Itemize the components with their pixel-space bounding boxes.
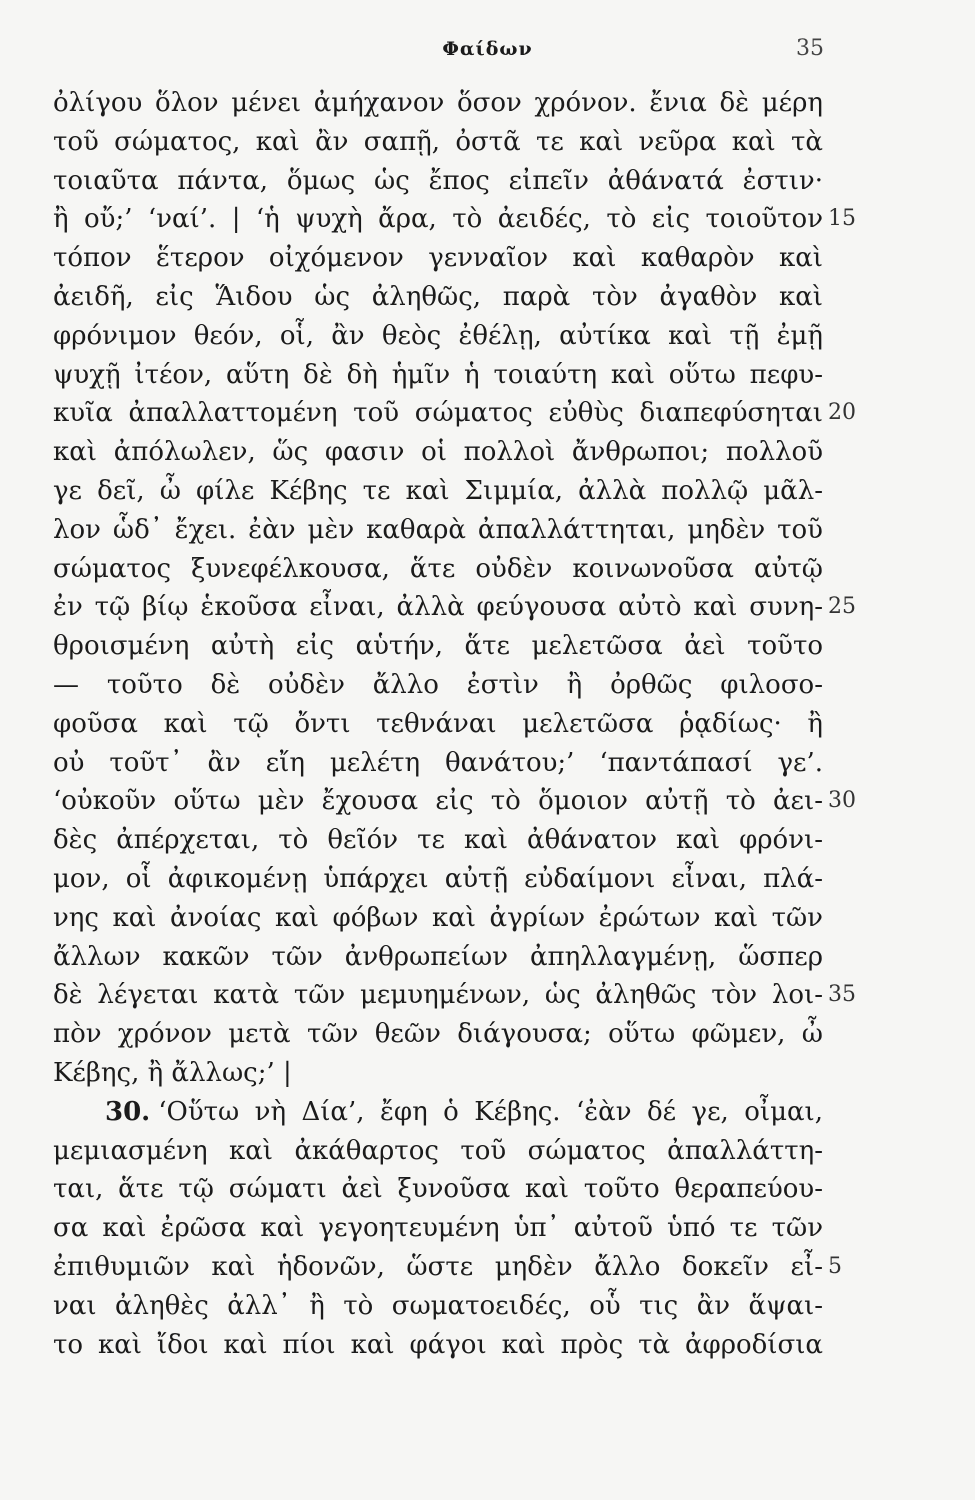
margin-line-number: 25 (828, 594, 856, 620)
line-text: φρόνιμον θεόν, οἷ, ἂν θεὸς ἐθέλῃ, αὐτίκα καὶ τῇ ἐμῇ (53, 320, 823, 351)
text-line (53, 356, 823, 395)
line-text: ‘οὐκοῦν οὕτω μὲν ἔχουσα εἰς τὸ ὅμοιον αὐτῇ τὸ ἀει- (53, 786, 823, 817)
text-line (53, 123, 823, 162)
margin-line-number: 20 (828, 400, 856, 426)
text-line (53, 472, 823, 511)
text-line (53, 84, 823, 123)
text-line (53, 744, 823, 783)
margin-line-number: 35 (828, 982, 856, 1008)
page-number: 35 (796, 36, 824, 61)
text-line (53, 239, 823, 278)
line-text: τοῦ σώματος, καὶ ἂν σαπῇ, ὀστᾶ τε καὶ νεῦρα καὶ τὰ (53, 126, 823, 157)
line-text: Κέβης, ἢ ἄλλως;’ | (53, 1057, 292, 1088)
text-line (53, 976, 856, 1015)
line-text: οὐ τοῦτ᾽ ἂν εἴη μελέτη θανάτου;’ ‘παντάπασί γε’. (53, 747, 823, 778)
text-line (53, 1093, 823, 1132)
text-line (53, 278, 823, 317)
text-line (53, 666, 823, 705)
text-line (53, 394, 856, 433)
line-text: ψυχῇ ἰτέον, αὕτη δὲ δὴ ἡμῖν ἡ τοιαύτη καὶ οὕτω πεφυ- (53, 359, 823, 390)
line-text: σώματος ξυνεφέλκουσα, ἅτε οὐδὲν κοινωνοῦσα αὐτῷ (53, 553, 823, 584)
margin-line-number: 5 (828, 1253, 842, 1279)
line-text: νης καὶ ἀνοίας καὶ φόβων καὶ ἀγρίων ἐρώτων καὶ τῶν (53, 902, 823, 933)
margin-line-number: 30 (828, 788, 856, 814)
text-line (53, 899, 823, 938)
line-text: δὲς ἀπέρχεται, τὸ θεῖόν τε καὶ ἀθάνατον καὶ φρόνι- (53, 825, 823, 856)
line-text: ται, ἅτε τῷ σώματι ἀεὶ ξυνοῦσα καὶ τοῦτο θεραπεύου- (53, 1174, 823, 1205)
line-text: κυῖα ἀπαλλαττομένη τοῦ σώματος εὐθὺς διαπεφύσηται (53, 398, 823, 429)
line-text: ἢ οὔ;’ ‘ναί’. | ‘ἡ ψυχὴ ἄρα, τὸ ἀειδές, τὸ εἰς τοιοῦτον (53, 204, 823, 235)
line-text: καὶ ἀπόλωλεν, ὥς φασιν οἱ πολλοὶ ἄνθρωποι; πολλοῦ (53, 437, 823, 468)
section-number: 30. (105, 1096, 151, 1127)
line-text: ἀειδῆ, εἰς Ἅιδου ὡς ἀληθῶς, παρὰ τὸν ἀγαθὸν καὶ (53, 281, 823, 312)
text-line (53, 588, 856, 627)
text-line (53, 1287, 823, 1326)
text-line (53, 1209, 823, 1248)
text-line (53, 627, 823, 666)
line-text: τόπον ἕτερον οἰχόμενον γενναῖον καὶ καθαρὸν καὶ (53, 243, 823, 274)
running-title: Φαίδων (442, 38, 533, 60)
line-text: θροισμένη αὐτὴ εἰς αὑτήν, ἅτε μελετῶσα ἀεὶ τοῦτο (53, 631, 823, 662)
text-line (53, 511, 823, 550)
text-line (53, 200, 856, 239)
text-line (53, 1132, 823, 1171)
line-text: πὸν χρόνον μετὰ τῶν θεῶν διάγουσα; οὕτω φῶμεν, ὦ (53, 1019, 823, 1050)
line-text: ἐπιθυμιῶν καὶ ἡδονῶν, ὥστε μηδὲν ἄλλο δοκεῖν εἶ- (53, 1251, 823, 1282)
text-line (53, 1054, 823, 1093)
line-text: δὲ λέγεται κατὰ τῶν μεμυημένων, ὡς ἀληθῶς τὸν λοι- (53, 980, 823, 1011)
line-text: ὀλίγου ὅλον μένει ἀμήχανον ὅσον χρόνον. ἔνια δὲ μέρη (53, 88, 823, 118)
text-line (53, 860, 823, 899)
line-text: μον, οἷ ἀφικομένῃ ὑπάρχει αὐτῇ εὐδαίμονι εἶναι, πλά- (53, 863, 823, 894)
text-line (53, 782, 856, 821)
line-text: ναι ἀληθὲς ἀλλ᾽ ἢ τὸ σωματοειδές, οὗ τις ἂν ἅψαι- (53, 1290, 823, 1321)
line-text: σα καὶ ἐρῶσα καὶ γεγοητευμένη ὑπ᾽ αὐτοῦ ὑπό τε τῶν (53, 1213, 823, 1244)
line-text: φοῦσα καὶ τῷ ὄντι τεθνάναι μελετῶσα ῥᾳδίως· ἢ (53, 708, 823, 739)
text-line (53, 162, 823, 201)
line-text: ἄλλων κακῶν τῶν ἀνθρωπείων ἀπηλλαγμένῃ, ὥσπερ (53, 941, 823, 972)
text-line (53, 938, 823, 977)
line-text: γε δεῖ, ὦ φίλε Κέβης τε καὶ Σιμμία, ἀλλὰ πολλῷ μᾶλ- (53, 475, 823, 506)
line-text: — τοῦτο δὲ οὐδὲν ἄλλο ἐστὶν ἢ ὀρθῶς φιλοσο- (53, 669, 823, 700)
text-line (53, 705, 823, 744)
margin-line-number: 15 (828, 206, 856, 232)
line-text: ‘Οὕτω νὴ Δία’, ἔφη ὁ Κέβης. ‘ἐὰν δέ γε, οἶμαι, (158, 1096, 823, 1127)
text-line (53, 1015, 823, 1054)
text-line (53, 433, 823, 472)
text-line (53, 1326, 823, 1365)
line-text: λον ὧδ᾽ ἔχει. ἐὰν μὲν καθαρὰ ἀπαλλάττηται, μηδὲν τοῦ (53, 514, 823, 545)
text-line (53, 1248, 842, 1287)
line-text: μεμιασμένη καὶ ἀκάθαρτος τοῦ σώματος ἀπαλλάττη- (53, 1135, 823, 1166)
body-text (53, 84, 856, 1364)
line-text: τοιαῦτα πάντα, ὅμως ὡς ἔπος εἰπεῖν ἀθάνατά ἐστιν· (53, 165, 823, 196)
text-line (53, 550, 823, 589)
line-text: το καὶ ἴδοι καὶ πίοι καὶ φάγοι καὶ πρὸς τὰ ἀφροδίσια (53, 1329, 823, 1360)
text-line (53, 821, 823, 860)
line-text: ἐν τῷ βίῳ ἑκοῦσα εἶναι, ἀλλὰ φεύγουσα αὐτὸ καὶ συνη- (53, 592, 823, 623)
text-line (53, 1170, 823, 1209)
text-line (53, 317, 823, 356)
